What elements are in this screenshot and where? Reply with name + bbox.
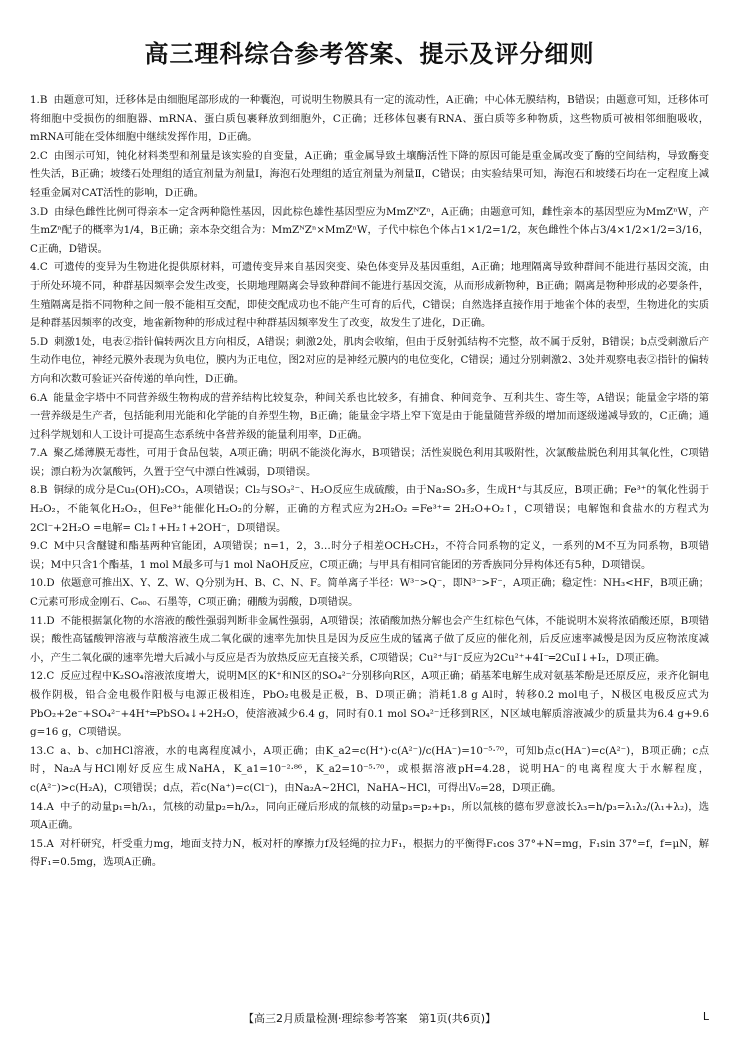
document-title: 高三理科综合参考答案、提示及评分细则 bbox=[144, 40, 595, 68]
answer-item bbox=[30, 333, 709, 389]
answer-number: 3.D bbox=[30, 205, 49, 218]
answer-number: 10.D bbox=[30, 577, 55, 590]
answer-text: 铜绿的成分是Cu₂(OH)₂CO₃，A项错误；Cl₂与SO₃²⁻、H₂O反应生成硫酸，由于Na₂SO₃多，生成H⁺与其反应，B项正确；Fe³⁺的氧化性弱于H₂O₂，不能氧化H₂O₂，但Fe³⁺能催化H₂O₂的分解，正确的方程式应为2H₂O₂ =Fe³⁺= 2H₂O+O₂↑，C项错误；电解饱和食盐水的方程式为2Cl⁻+2H₂O =电解= Cl₂↑+H₂↑+2OH⁻，D项错误。 bbox=[30, 484, 709, 534]
answer-item bbox=[30, 574, 709, 611]
answer-item bbox=[30, 742, 709, 798]
page-footer bbox=[30, 1010, 709, 1026]
answer-text: 刺激1处，电表②指针偏转两次且方向相反，A错误；刺激2处，肌肉会收缩，但由于反射弧结构不完整，故不属于反射，B错误；b点受刺激后产生动作电位，神经元膜外表现为负电位，膜内为正电位，图2对应的是神经元膜内的电位变化，C错误；通过分别刺激2、3处并观察电表②指针的偏转方向和次数可验证兴奋传递的单向性，D正确。 bbox=[30, 335, 709, 385]
answer-item bbox=[30, 91, 709, 147]
answer-number: 11.D bbox=[30, 614, 55, 627]
answer-text: 可遗传的变异为生物进化提供原材料，可遗传变异来自基因突变、染色体变异及基因重组，A正确；地理隔离导致种群间不能进行基因交流，由于所处环境不同，种群基因频率会发生改变，长期地理隔离会导致种群间不能进行基因交流，从而形成新物种，B正确；隔离是物种形成的必要条件，生殖隔离是指不同物种之间一般不能相互交配，即使交配成功也不能产生可育的后代，C错误；自然选择直接作用于地雀个体的表型，生物进化的实质是种群基因频率的改变，地雀新物种的形成过程中种群基因频率发生了改变，故发生了进化，D正确。 bbox=[30, 261, 709, 330]
answer-number: 8.B bbox=[30, 484, 48, 497]
answer-number: 6.A bbox=[30, 391, 48, 404]
answer-text: M中只含醚键和酯基两种官能团，A项错误；n=1，2，3…时分子相差OCH₂CH₂，不符合同系物的定义，一系列的M不互为同系物，B项错误；M中只含1个酯基，1 mol M最多可与1 mol NaOH反应，C项正确；与甲具有相同官能团的芳香族同分异构体还有5种，D项错误。 bbox=[30, 540, 709, 571]
answer-item bbox=[30, 444, 709, 481]
answer-item bbox=[30, 481, 709, 537]
answer-text: 由绿色雌性比例可得亲本一定含两种隐性基因，因此棕色雄性基因型应为MmZᴺZⁿ，A正确；由题意可知，雌性亲本的基因型应为MmZⁿW，产生mZⁿ配子的概率为1/4，B正确；亲本杂交组合为：MmZᴺZⁿ×MmZⁿW，子代中棕色个体占1×1/2=1/2，灰色雌性个体占3/4×1/2×1/2=3/16，C正确，D错误。 bbox=[30, 205, 709, 255]
answer-text: 依题意可推出X、Y、Z、W、Q分别为H、B、C、N、F。简单离子半径：W³⁻>Q⁻，即N³⁻>F⁻，A项正确；稳定性：NH₃<HF，B项正确；C元素可形成金刚石、C₆₀、石墨等，C项正确；硼酸为弱酸，D项错误。 bbox=[30, 577, 709, 609]
answer-number: 5.D bbox=[30, 335, 49, 348]
answer-text: 由图示可知，钝化材料类型和剂量是该实验的自变量，A正确；重金属导致土壤酶活性下降的原因可能是重金属改变了酶的空间结构，导致酶变性失活，B正确；坡缕石处理组的适宜剂量为剂量Ⅰ，海泡石处理组的适宜剂量为剂量Ⅱ，C错误；由实验结果可知，海泡石和坡缕石均在一定程度上减轻重金属对CAT活性的影响，D正确。 bbox=[30, 149, 709, 199]
answer-number: 2.C bbox=[30, 149, 48, 162]
answer-item bbox=[30, 798, 709, 835]
answer-text: 反应过程中K₂SO₄溶液浓度增大，说明M区的K⁺和N区的SO₄²⁻分别移向R区，A项正确；硝基苯电解生成对氨基苯酚是还原反应，汞齐化铜电极作阴极，铅合金电极作阳极与电源正极相连，PbO₂电极是正极，B、D项正确；消耗1.8 g Al时，转移0.2 mol电子，N极区电极反应式为PbO₂+2e⁻+SO₄²⁻+4H⁺═PbSO₄↓+2H₂O，使溶液减少6.4 g，同时有0.1 mol SO₄²⁻迁移到R区，N区域电解质溶液减少的质量共为6.4 g+9.6 g=16 g，C项错误。 bbox=[30, 670, 709, 739]
answer-text: 能量金字塔中不同营养级生物构成的营养结构比较复杂，种间关系也比较多，有捕食、种间竞争、互利共生、寄生等，A错误；能量金字塔的第一营养级是生产者，包括能利用光能和化学能的自养型生物，B正确；能量金字塔上窄下宽是由于能量随营养级的增加而逐级递减导致的，C正确；通过科学规划和人工设计可提高生态系统中各营养级的能量利用率，D正确。 bbox=[30, 391, 709, 441]
answer-text: 不能根据氯化物的水溶液的酸性强弱判断非金属性强弱，A项错误；浓硝酸加热分解也会产生红棕色气体，不能说明木炭将浓硝酸还原，B项错误；酸性高锰酸钾溶液与草酸溶液生成二氧化碳的速率先加快且是因为反应生成的锰离子做了反应的催化剂，后反应速率减慢是因为反应物浓度减小，产生二氧化碳的速率先增大后减小与反应是否为放热反应无直接关系，C项错误；Cu²⁺与I⁻反应为2Cu²⁺+4I⁻═2CuI↓+I₂，D项正确。 bbox=[30, 614, 710, 664]
answer-text: 对杆研究，杆受重力mg，地面支持力N，板对杆的摩擦力f及轻绳的拉力F₁，根据力的平衡得F₁cos 37°+N=mg，F₁sin 37°=f，f=μN，解得F₁=0.5mg，选项A正确。 bbox=[30, 837, 709, 869]
answer-number: 4.C bbox=[30, 261, 48, 274]
answer-number: 12.C bbox=[30, 670, 55, 683]
footer-text: 【高三2月质量检测·理综参考答案 第1页(共6页)】 bbox=[242, 1012, 497, 1025]
answer-text: 由题意可知，迁移体是由细胞尾部形成的一种囊泡，可说明生物膜具有一定的流动性，A正确；中心体无膜结构，B错误；由题意可知，迁移体可将细胞中受损伤的细胞器、mRNA、蛋白质包裹释放到细胞外，C正确；迁移体包裹有RNA、蛋白质等多种物质，这些物质可被相邻细胞吸收，mRNA可能在受体细胞中继续发挥作用，D正确。 bbox=[30, 94, 709, 144]
answer-number: 13.C bbox=[30, 744, 55, 757]
answer-item bbox=[30, 389, 709, 445]
answer-text: 聚乙烯薄膜无毒性，可用于食品包装，A项正确；明矾不能淡化海水，B项错误；活性炭脱色利用其吸附性，次氯酸盐脱色利用其氧化性，C项错误；漂白粉为次氯酸钙，久置于空气中漂白性减弱，D项错误。 bbox=[30, 447, 709, 478]
answer-item bbox=[30, 612, 709, 668]
answer-item bbox=[30, 835, 709, 872]
answer-item bbox=[30, 203, 709, 259]
answer-text: 中子的动量p₁=h/λ₁，氘核的动量p₂=h/λ₂，同向正碰后形成的氚核的动量p₃=p₂+p₁，所以氚核的德布罗意波长λ₃=h/p₃=λ₁λ₂/(λ₁+λ₂)，选项A正确。 bbox=[30, 800, 709, 832]
answer-number: 14.A bbox=[30, 800, 54, 813]
footer-mark: L bbox=[702, 1010, 709, 1023]
answer-number: 9.C bbox=[30, 540, 48, 553]
answer-number: 1.B bbox=[30, 94, 48, 106]
answer-item bbox=[30, 147, 709, 203]
answer-text: a、b、c加HCl溶液，水的电离程度减小，A项正确；由K_a2=c(H⁺)·c(A²⁻)/c(HA⁻)=10⁻⁵·⁷⁰，可知b点c(HA⁻)=c(A²⁻)，B项正确；c点时，Na₂A与HCl刚好反应生成NaHA，K_a1=10⁻²·⁸⁶，K_a2=10⁻⁵·⁷⁰，或根据溶液pH=4.28，说明HA⁻的电离程度大于水解程度，c(A²⁻)>c(H₂A)，C项错误；d点，若c(Na⁺)=c(Cl⁻)，由Na₂A~2HCl，NaHA~HCl，可得出V₀=28，D项正确。 bbox=[30, 744, 709, 794]
answer-item bbox=[30, 537, 709, 574]
answer-list bbox=[30, 91, 709, 872]
answer-item bbox=[30, 258, 709, 332]
answer-number: 7.A bbox=[30, 447, 48, 460]
answer-item bbox=[30, 667, 709, 741]
answer-number: 15.A bbox=[30, 837, 54, 850]
